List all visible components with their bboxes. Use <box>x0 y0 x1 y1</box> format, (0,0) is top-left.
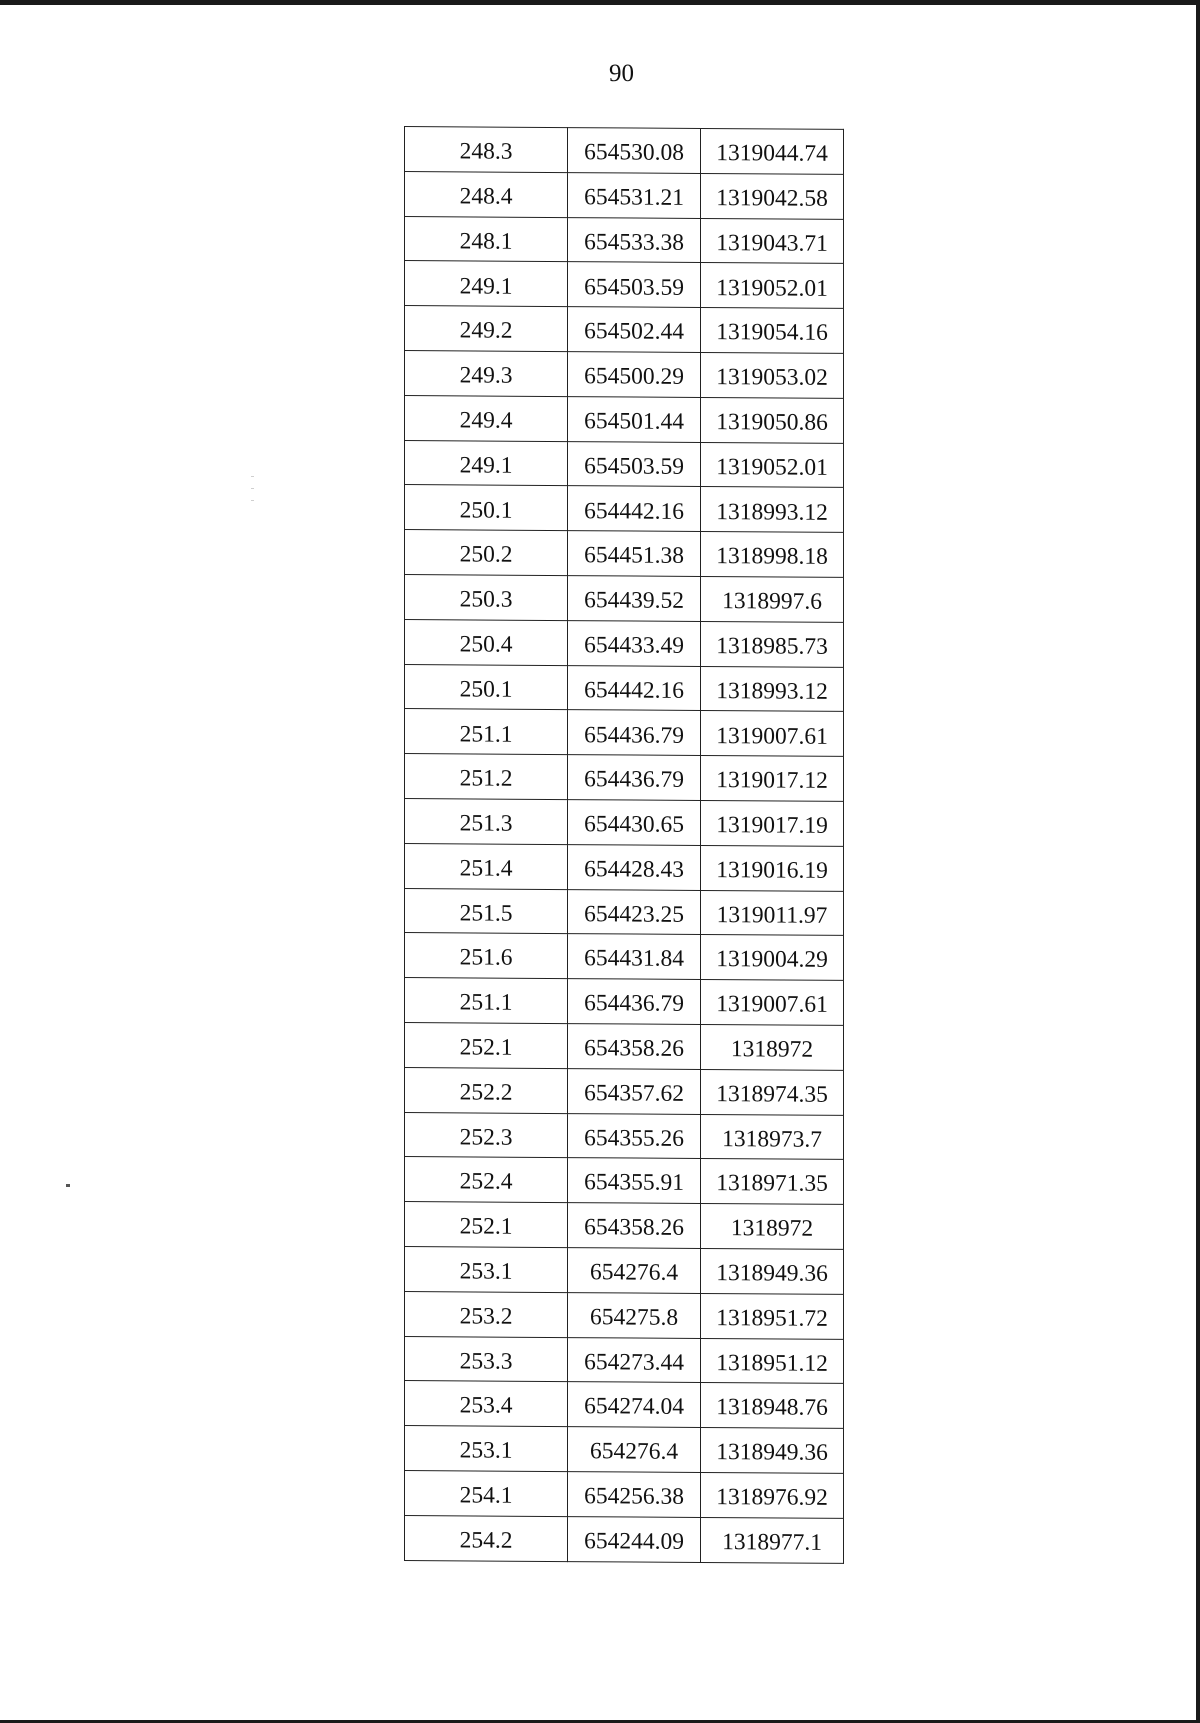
point-id-cell: 252.1 <box>405 1022 568 1068</box>
table-row <box>405 261 844 309</box>
y-coordinate-cell: 1318976.92 <box>701 1472 844 1518</box>
point-id-cell: 252.1 <box>405 1202 568 1248</box>
table-row <box>405 1336 844 1384</box>
y-coordinate-cell: 1318997.6 <box>701 576 844 622</box>
y-coordinate-cell: 1318993.12 <box>701 487 844 533</box>
point-id-cell: 251.1 <box>405 978 568 1024</box>
point-id-cell: 253.2 <box>405 1291 568 1337</box>
point-id-cell: 251.2 <box>405 754 568 800</box>
point-id-cell: 252.4 <box>405 1157 568 1203</box>
point-id-cell: 249.4 <box>405 395 568 441</box>
x-coordinate-cell: 654502.44 <box>568 307 701 353</box>
y-coordinate-cell: 1319054.16 <box>701 308 844 354</box>
scan-speck <box>66 1184 70 1187</box>
y-coordinate-cell: 1318977.1 <box>701 1517 844 1563</box>
table-row <box>405 440 844 488</box>
x-coordinate-cell: 654256.38 <box>568 1471 701 1517</box>
table-row <box>405 709 844 757</box>
scan-border-top <box>0 0 1200 5</box>
table-row <box>405 1112 844 1160</box>
point-id-cell: 249.3 <box>405 350 568 396</box>
y-coordinate-cell: 1319052.01 <box>701 263 844 309</box>
point-id-cell: 253.1 <box>405 1426 568 1472</box>
table-row <box>405 350 844 398</box>
table-row <box>405 664 844 712</box>
x-coordinate-cell: 654274.04 <box>568 1382 701 1428</box>
point-id-cell: 249.1 <box>405 440 568 486</box>
y-coordinate-cell: 1319017.19 <box>701 800 844 846</box>
point-id-cell: 250.1 <box>405 664 568 710</box>
point-id-cell: 253.3 <box>405 1336 568 1382</box>
point-id-cell: 251.4 <box>405 843 568 889</box>
table-row <box>405 530 844 578</box>
x-coordinate-cell: 654357.62 <box>568 1068 701 1114</box>
y-coordinate-cell: 1319011.97 <box>701 890 844 936</box>
x-coordinate-cell: 654531.21 <box>568 172 701 218</box>
x-coordinate-cell: 654500.29 <box>568 352 701 398</box>
y-coordinate-cell: 1319044.74 <box>701 128 844 174</box>
table-row <box>405 216 844 264</box>
x-coordinate-cell: 654436.79 <box>568 755 701 801</box>
x-coordinate-cell: 654423.25 <box>568 889 701 935</box>
y-coordinate-cell: 1318949.36 <box>701 1248 844 1294</box>
x-coordinate-cell: 654442.16 <box>568 665 701 711</box>
y-coordinate-cell: 1318951.72 <box>701 1293 844 1339</box>
y-coordinate-cell: 1318972 <box>701 1024 844 1070</box>
table-row <box>405 843 844 891</box>
coordinates-table <box>404 126 844 1563</box>
coordinates-table-body <box>405 127 844 1563</box>
table-row <box>405 1246 844 1294</box>
y-coordinate-cell: 1318951.12 <box>701 1338 844 1384</box>
table-row <box>405 1470 844 1518</box>
x-coordinate-cell: 654358.26 <box>568 1024 701 1070</box>
x-coordinate-cell: 654355.26 <box>568 1113 701 1159</box>
table-row <box>405 306 844 354</box>
table-row <box>405 171 844 219</box>
y-coordinate-cell: 1319042.58 <box>701 173 844 219</box>
y-coordinate-cell: 1318985.73 <box>701 621 844 667</box>
x-coordinate-cell: 654451.38 <box>568 531 701 577</box>
scan-speck <box>251 500 254 501</box>
point-id-cell: 251.5 <box>405 888 568 934</box>
point-id-cell: 251.3 <box>405 798 568 844</box>
y-coordinate-cell: 1318974.35 <box>701 1069 844 1115</box>
table-row <box>405 1067 844 1115</box>
y-coordinate-cell: 1319004.29 <box>701 935 844 981</box>
table-row <box>405 754 844 802</box>
point-id-cell: 250.3 <box>405 574 568 620</box>
point-id-cell: 252.3 <box>405 1112 568 1158</box>
y-coordinate-cell: 1319016.19 <box>701 845 844 891</box>
x-coordinate-cell: 654430.65 <box>568 800 701 846</box>
point-id-cell: 251.6 <box>405 933 568 979</box>
point-id-cell: 254.2 <box>405 1515 568 1561</box>
y-coordinate-cell: 1318971.35 <box>701 1159 844 1205</box>
table-row <box>405 1202 844 1250</box>
x-coordinate-cell: 654530.08 <box>568 128 701 174</box>
x-coordinate-cell: 654501.44 <box>568 396 701 442</box>
x-coordinate-cell: 654244.09 <box>568 1516 701 1562</box>
table-row <box>405 1022 844 1070</box>
x-coordinate-cell: 654273.44 <box>568 1337 701 1383</box>
x-coordinate-cell: 654503.59 <box>568 262 701 308</box>
x-coordinate-cell: 654533.38 <box>568 217 701 263</box>
point-id-cell: 248.1 <box>405 216 568 262</box>
page-number: 90 <box>609 60 634 87</box>
x-coordinate-cell: 654428.43 <box>568 844 701 890</box>
y-coordinate-cell: 1319053.02 <box>701 352 844 398</box>
point-id-cell: 248.3 <box>405 127 568 173</box>
table-row <box>405 1157 844 1205</box>
y-coordinate-cell: 1319017.12 <box>701 756 844 802</box>
scan-speck <box>251 488 254 489</box>
point-id-cell: 253.1 <box>405 1246 568 1292</box>
y-coordinate-cell: 1319007.61 <box>701 980 844 1026</box>
y-coordinate-cell: 1318972 <box>701 1204 844 1250</box>
point-id-cell: 251.1 <box>405 709 568 755</box>
y-coordinate-cell: 1318998.18 <box>701 532 844 578</box>
x-coordinate-cell: 654439.52 <box>568 576 701 622</box>
x-coordinate-cell: 654276.4 <box>568 1248 701 1294</box>
point-id-cell: 250.4 <box>405 619 568 665</box>
y-coordinate-cell: 1319043.71 <box>701 218 844 264</box>
scan-border-right <box>1196 0 1200 1723</box>
x-coordinate-cell: 654436.79 <box>568 979 701 1025</box>
table-row <box>405 127 844 175</box>
table-row <box>405 798 844 846</box>
x-coordinate-cell: 654433.49 <box>568 620 701 666</box>
point-id-cell: 248.4 <box>405 171 568 217</box>
scan-speck <box>251 476 254 477</box>
point-id-cell: 254.1 <box>405 1470 568 1516</box>
x-coordinate-cell: 654436.79 <box>568 710 701 756</box>
y-coordinate-cell: 1319007.61 <box>701 711 844 757</box>
table-row <box>405 888 844 936</box>
table-row <box>405 1426 844 1474</box>
point-id-cell: 250.2 <box>405 530 568 576</box>
point-id-cell: 250.1 <box>405 485 568 531</box>
table-row <box>405 1381 844 1429</box>
table-row <box>405 1291 844 1339</box>
y-coordinate-cell: 1318993.12 <box>701 666 844 712</box>
table-row <box>405 933 844 981</box>
table-row <box>405 978 844 1026</box>
point-id-cell: 253.4 <box>405 1381 568 1427</box>
table-row <box>405 619 844 667</box>
point-id-cell: 249.2 <box>405 306 568 352</box>
x-coordinate-cell: 654503.59 <box>568 441 701 487</box>
x-coordinate-cell: 654431.84 <box>568 934 701 980</box>
x-coordinate-cell: 654355.91 <box>568 1158 701 1204</box>
table-row <box>405 395 844 443</box>
y-coordinate-cell: 1318948.76 <box>701 1383 844 1429</box>
y-coordinate-cell: 1318973.7 <box>701 1114 844 1160</box>
table-row <box>405 574 844 622</box>
table-row <box>405 1515 844 1563</box>
table-row <box>405 485 844 533</box>
y-coordinate-cell: 1319050.86 <box>701 397 844 443</box>
x-coordinate-cell: 654276.4 <box>568 1427 701 1473</box>
point-id-cell: 252.2 <box>405 1067 568 1113</box>
x-coordinate-cell: 654442.16 <box>568 486 701 532</box>
y-coordinate-cell: 1319052.01 <box>701 442 844 488</box>
x-coordinate-cell: 654358.26 <box>568 1203 701 1249</box>
point-id-cell: 249.1 <box>405 261 568 307</box>
x-coordinate-cell: 654275.8 <box>568 1292 701 1338</box>
y-coordinate-cell: 1318949.36 <box>701 1428 844 1474</box>
